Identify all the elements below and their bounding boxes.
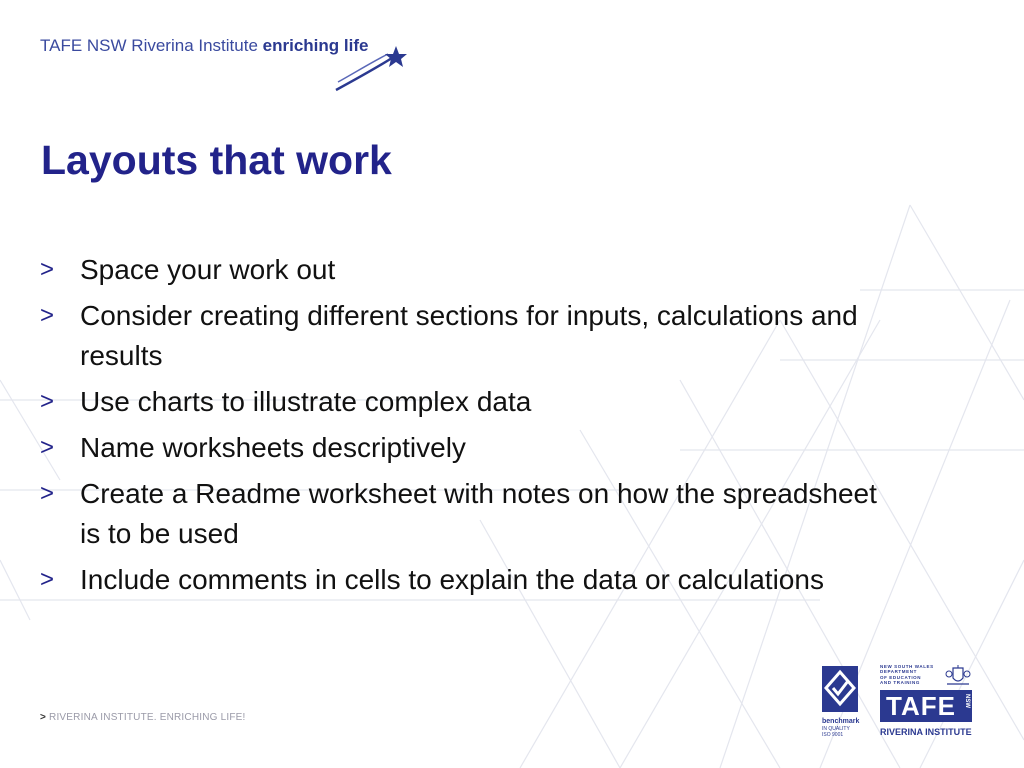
slide-title: Layouts that work	[41, 137, 392, 183]
tafe-institute-name: RIVERINA INSTITUTE	[880, 727, 972, 737]
bullet-item	[40, 428, 900, 468]
tafe-wordmark-box	[880, 690, 972, 722]
bullet-item	[40, 382, 900, 422]
bullet-marker: >	[40, 434, 55, 461]
bullet-text: Name worksheets descriptively	[80, 432, 466, 463]
footer-text: RIVERINA INSTITUTE. ENRICHING LIFE!	[49, 712, 246, 723]
bullet-marker: >	[40, 388, 55, 415]
bullet-marker: >	[40, 302, 55, 329]
brand-name: TAFE NSW Riverina Institute	[40, 36, 258, 55]
bullet-marker: >	[40, 256, 55, 283]
bullet-marker: >	[40, 480, 55, 507]
bullet-marker: >	[40, 566, 55, 593]
tafe-dept-line: NEW SOUTH WALES	[880, 664, 934, 669]
tafe-nsw-logo	[880, 664, 976, 740]
tafe-dept-line: OF EDUCATION	[880, 674, 922, 680]
bullet-item	[40, 296, 900, 376]
bullet-text: Use charts to illustrate complex data	[80, 386, 532, 417]
benchmark-badge-icon	[822, 666, 858, 712]
coat-of-arms-icon	[944, 664, 972, 688]
bullet-item	[40, 474, 900, 554]
tafe-wordmark: TAFE	[886, 691, 956, 721]
bullet-item	[40, 560, 900, 600]
tafe-department-text	[880, 664, 940, 686]
tafe-dept-line: AND TRAINING	[880, 680, 920, 686]
benchmark-name: benchmark	[822, 718, 860, 725]
benchmark-sub-2: ISO 9001	[822, 732, 844, 738]
tafe-dept-line: DEPARTMENT	[880, 669, 917, 675]
bullet-text: Create a Readme worksheet with notes on how the spreadsheet is to be used	[80, 478, 877, 549]
bullet-text: Space your work out	[80, 254, 336, 285]
footer-tagline	[40, 712, 246, 723]
tafe-nsw-label: NSW	[964, 694, 970, 708]
bullet-text: Consider creating different sections for inputs, calculations and results	[80, 300, 858, 371]
bullet-item	[40, 250, 900, 290]
brand-text	[40, 36, 368, 56]
shooting-star-icon	[330, 28, 410, 94]
bullet-text: Include comments in cells to explain the data or calculations	[80, 564, 824, 595]
header-logo	[40, 28, 420, 98]
footer-arrow: >	[40, 712, 47, 723]
brand-tagline: enriching life	[262, 36, 369, 55]
benchmark-quality-logo	[822, 666, 862, 740]
bullet-list	[40, 250, 900, 606]
benchmark-sub-1: IN QUALITY	[822, 726, 850, 732]
